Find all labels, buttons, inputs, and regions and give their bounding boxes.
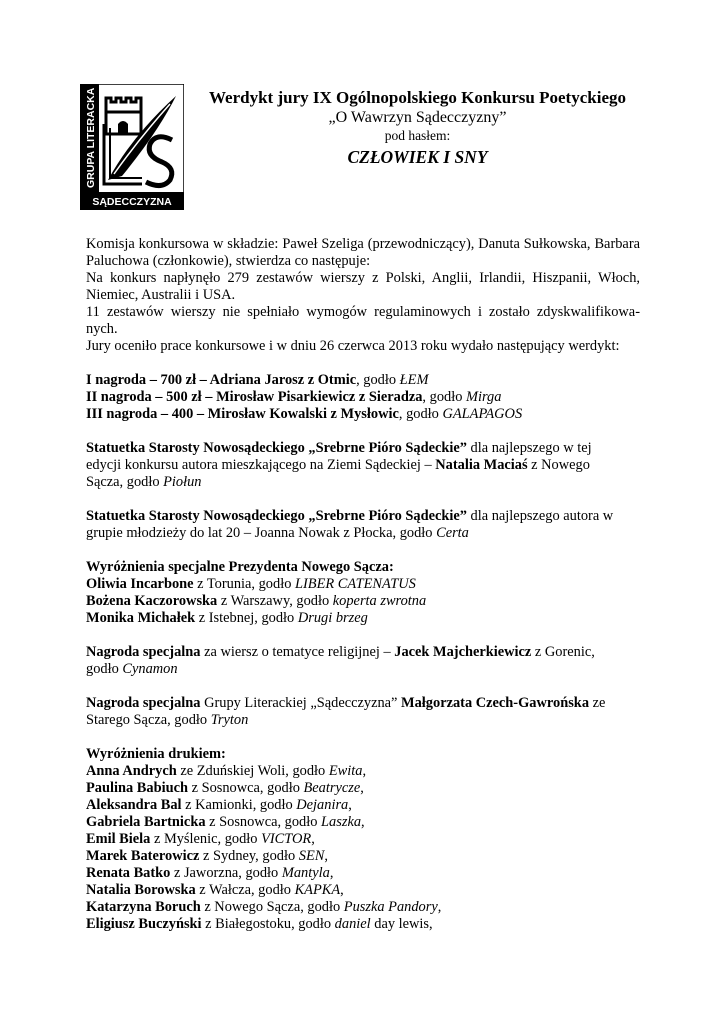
verdict-body — [86, 236, 640, 933]
intro-line: Jury oceniło prace konkursowe i w dniu 26 czerwca 2013 roku wydało następujący werdykt: — [86, 338, 620, 354]
list-item: Emil Biela z Myślenic, godło VICTOR, — [86, 831, 315, 847]
list-item: Marek Baterowicz z Sydney, godło SEN, — [86, 848, 328, 864]
list-item: Anna Andrych ze Zduńskiej Woli, godło Ewita, — [86, 763, 367, 779]
logo-graphic — [80, 84, 184, 210]
document-title: Werdykt jury IX Ogólnopolskiego Konkursu Poetyckiego — [208, 88, 626, 107]
intro-line: nych. — [86, 321, 118, 337]
prize-third: III nagroda – 400 – Mirosław Kowalski z Mysłowic, godło GALAPAGOS — [86, 406, 523, 422]
list-item: Oliwia Incarbone z Torunia, godło LIBER CATENATUS — [86, 576, 416, 592]
president-distinctions — [86, 559, 640, 627]
section-heading: Wyróżnienia drukiem: — [86, 746, 226, 762]
print-distinctions — [86, 746, 640, 933]
statuette-award-youth: Statuetka Starosty Nowosądeckiego „Srebrne Pióro Sądeckie” dla najlepszego autora w grupie młodzieży do lat 20 – Joanna Nowak z Płocka, godło Certa — [86, 508, 614, 541]
special-prize-religious: Nagroda specjalna za wiersz o tematyce religijnej – Jacek Majcherkiewicz z Gorenic, godło Cynamon — [86, 644, 595, 677]
intro-line: Komisja konkursowa w składzie: Paweł Szeliga (przewodniczący), Danuta Sułkowska, Barbara — [86, 236, 640, 252]
intro-line: 11 zestawów wierszy nie spełniało wymogów regulaminowych i zostało zdyskwalifikowa- — [86, 304, 640, 320]
prize-second: II nagroda – 500 zł – Mirosław Pisarkiewicz z Sieradza, godło Mirga — [86, 389, 502, 405]
list-item: Bożena Kaczorowska z Warszawy, godło koperta zwrotna — [86, 593, 427, 609]
list-item: Katarzyna Boruch z Nowego Sącza, godło Puszka Pandory, — [86, 899, 442, 915]
list-item: Natalia Borowska z Wałcza, godło KAPKA, — [86, 882, 344, 898]
statuette-award-regional: Statuetka Starosty Nowosądeckiego „Srebrne Pióro Sądeckie” dla najlepszego w tej edycji konkursu autora mieszkającego na Ziemi Sądeckiej – Natalia Maciaś z Nowego Sącza, godło Piołun — [86, 440, 592, 490]
document-header — [185, 88, 650, 168]
group-logo — [80, 84, 184, 210]
special-prize-group: Nagroda specjalna Grupy Literackiej „Sądecczyzna” Małgorzata Czech-Gawrońska ze Starego Sącza, godło Tryton — [86, 695, 606, 728]
list-item: Eligiusz Buczyński z Białegostoku, godło daniel day lewis, — [86, 916, 433, 932]
list-item: Renata Batko z Jaworzna, godło Mantyla, — [86, 865, 334, 881]
list-item: Paulina Babiuch z Sosnowca, godło Beatrycze, — [86, 780, 364, 796]
section-heading: Wyróżnienia specjalne Prezydenta Nowego Sącza: — [86, 559, 394, 575]
intro-line: Niemiec, Australii i USA. — [86, 287, 236, 303]
intro-line: Paluchowa (członkowie), stwierdza co następuje: — [86, 253, 371, 269]
list-item: Gabriela Bartnicka z Sosnowca, godło Laszka, — [86, 814, 365, 830]
list-item: Monika Michałek z Istebnej, godło Drugi brzeg — [86, 610, 368, 626]
logo-top-text: GRUPA LITERACKA — [85, 87, 97, 188]
logo-bottom-text: SĄDECCZYZNA — [92, 196, 172, 208]
intro-line: Na konkurs napłynęło 279 zestawów wierszy z Polski, Anglii, Irlandii, Hiszpanii, Włoch, — [86, 270, 640, 286]
list-item: Aleksandra Bal z Kamionki, godło Dejanira, — [86, 797, 352, 813]
motto-label: pod hasłem: — [384, 128, 451, 143]
prize-first: I nagroda – 700 zł – Adriana Jarosz z Otmic, godło ŁEM — [86, 372, 429, 388]
document-subtitle: „O Wawrzyn Sądecczyzny” — [328, 109, 507, 126]
theme-title: CZŁOWIEK I SNY — [347, 147, 488, 167]
